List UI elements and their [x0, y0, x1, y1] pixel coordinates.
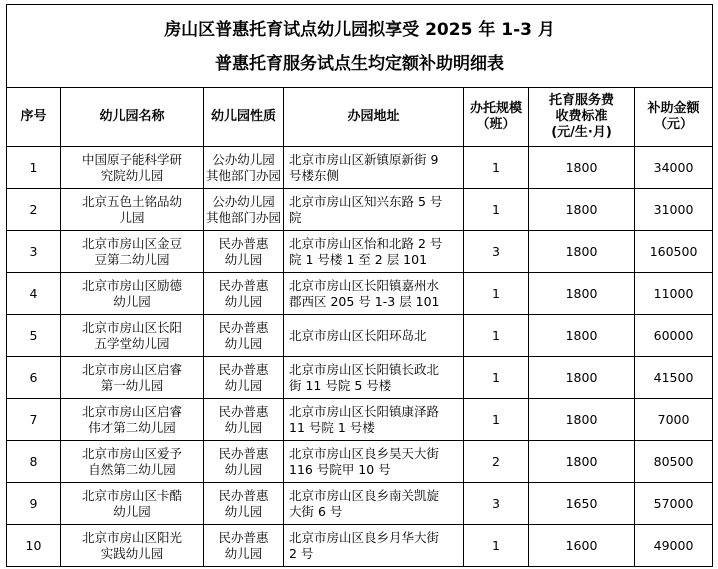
row-no-cell-line-1: 8 — [29, 453, 38, 469]
address-cell — [284, 525, 464, 567]
subsidy-amount-cell — [635, 525, 713, 567]
kindergarten-name-cell-line-2: 实践幼儿园 — [100, 545, 164, 561]
subsidy-amount-cell-line-1: 60000 — [653, 327, 694, 343]
header-nature: 幼儿园性质 — [204, 88, 284, 147]
class-scale-cell-line-1: 1 — [492, 411, 500, 427]
row-no-cell — [7, 483, 61, 525]
subsidy-amount-cell-line-1: 34000 — [653, 159, 694, 175]
subsidy-amount-cell-line-1: 49000 — [653, 537, 694, 553]
kindergarten-nature-cell-line-2: 幼儿园 — [224, 251, 263, 267]
kindergarten-name-cell — [61, 441, 204, 483]
row-no-cell — [7, 273, 61, 315]
row-no-cell-line-1: 2 — [29, 201, 38, 217]
kindergarten-name-cell — [61, 483, 204, 525]
kindergarten-name-cell — [61, 315, 204, 357]
subsidy-amount-cell — [635, 231, 713, 273]
row-no-cell — [7, 399, 61, 441]
class-scale-cell-line-1: 1 — [492, 159, 500, 175]
fee-standard-cell — [529, 315, 635, 357]
row-no-cell-line-1: 7 — [29, 411, 38, 427]
class-scale-cell-line-1: 1 — [492, 201, 500, 217]
kindergarten-nature-cell-line-2: 幼儿园 — [224, 377, 263, 393]
address-cell — [284, 399, 464, 441]
kindergarten-nature-cell-line-2: 幼儿园 — [224, 335, 263, 351]
header-no: 序号 — [7, 88, 61, 147]
kindergarten-name-cell-line-1: 北京市房山区启睿 — [81, 403, 182, 419]
kindergarten-name-cell-line-1: 北京五色土铭品幼 — [81, 193, 182, 209]
fee-standard-cell — [529, 189, 635, 231]
address-cell-line-2: 街 11 号院 5 号楼 — [289, 377, 392, 393]
subsidy-amount-cell — [635, 189, 713, 231]
kindergarten-nature-cell — [204, 147, 284, 189]
kindergarten-name-cell-line-1: 北京市房山区励德 — [81, 277, 182, 293]
subsidy-amount-cell-line-1: 41500 — [653, 369, 694, 385]
address-cell — [284, 273, 464, 315]
document-title — [7, 5, 713, 88]
header-subsidy-line-1: 补助金额 — [647, 101, 700, 116]
kindergarten-name-cell-line-2: 幼儿园 — [113, 293, 151, 309]
subsidy-amount-cell — [635, 147, 713, 189]
kindergarten-nature-cell — [204, 273, 284, 315]
kindergarten-nature-cell-line-2: 其他部门办园 — [206, 167, 282, 183]
header-scale-line-2: （班） — [476, 117, 516, 132]
kindergarten-name-cell — [61, 231, 204, 273]
header-fee-line-3: (元/生·月) — [551, 125, 612, 140]
fee-standard-cell-line-1: 1800 — [565, 201, 598, 217]
table-row — [7, 483, 713, 525]
address-cell — [284, 441, 464, 483]
address-cell — [284, 483, 464, 525]
kindergarten-nature-cell — [204, 441, 284, 483]
kindergarten-name-cell-line-1: 北京市房山区启睿 — [81, 361, 182, 377]
class-scale-cell-line-1: 3 — [492, 495, 500, 511]
subsidy-amount-cell — [635, 399, 713, 441]
row-no-cell — [7, 357, 61, 399]
kindergarten-nature-cell-line-2: 幼儿园 — [224, 419, 263, 435]
class-scale-cell-line-1: 1 — [492, 327, 500, 343]
class-scale-cell — [464, 357, 529, 399]
fee-standard-cell — [529, 231, 635, 273]
header-name: 幼儿园名称 — [61, 88, 204, 147]
address-cell-line-2: 大街 6 号 — [289, 503, 343, 519]
kindergarten-nature-cell-line-2: 幼儿园 — [224, 503, 263, 519]
table-row — [7, 357, 713, 399]
fee-standard-cell-line-1: 1800 — [565, 369, 598, 385]
kindergarten-name-cell — [61, 147, 204, 189]
fee-standard-cell-line-1: 1800 — [565, 243, 598, 259]
kindergarten-name-cell — [61, 273, 204, 315]
kindergarten-name-cell — [61, 399, 204, 441]
kindergarten-name-cell-line-2: 幼儿园 — [113, 503, 151, 519]
address-cell — [284, 189, 464, 231]
subsidy-amount-cell-line-1: 11000 — [653, 285, 694, 301]
table-row — [7, 147, 713, 189]
table-row — [7, 315, 713, 357]
kindergarten-nature-cell — [204, 315, 284, 357]
kindergarten-nature-cell-line-1: 民办普惠 — [218, 487, 269, 503]
row-no-cell-line-1: 9 — [29, 495, 38, 511]
class-scale-cell — [464, 399, 529, 441]
address-cell — [284, 357, 464, 399]
kindergarten-nature-cell-line-2: 幼儿园 — [224, 461, 263, 477]
address-cell-line-1: 北京市房山区长阳镇嘉州水 — [289, 277, 440, 293]
address-cell-line-2: 院 — [289, 209, 302, 225]
fee-standard-cell — [529, 525, 635, 567]
address-cell-line-1: 北京市房山区良乡南关凯旋 — [289, 487, 440, 503]
kindergarten-name-cell-line-1: 北京市房山区卡酷 — [81, 487, 182, 503]
row-no-cell — [7, 189, 61, 231]
subsidy-amount-cell — [635, 441, 713, 483]
table-row — [7, 399, 713, 441]
kindergarten-nature-cell-line-1: 公办幼儿园 — [212, 151, 275, 167]
title-line-1: 房山区普惠托育试点幼儿园拟享受 2025 年 1-3 月 — [164, 20, 555, 40]
kindergarten-name-cell — [61, 189, 204, 231]
table-row — [7, 189, 713, 231]
title-line-2: 普惠托育服务试点生均定额补助明细表 — [215, 54, 505, 74]
address-cell-line-2: 郡西区 205 号 1-3 层 101 — [289, 293, 440, 309]
kindergarten-name-cell — [61, 357, 204, 399]
class-scale-cell — [464, 315, 529, 357]
kindergarten-name-cell-line-2: 第一幼儿园 — [100, 377, 164, 393]
kindergarten-nature-cell-line-1: 民办普惠 — [218, 277, 269, 293]
address-cell — [284, 147, 464, 189]
subsidy-document — [6, 4, 712, 567]
kindergarten-nature-cell-line-1: 民办普惠 — [218, 235, 269, 251]
address-cell-line-2: 院 1 号楼 1 至 2 层 101 — [289, 251, 428, 267]
table-row — [7, 273, 713, 315]
header-fee — [529, 88, 635, 147]
kindergarten-nature-cell — [204, 231, 284, 273]
class-scale-cell — [464, 273, 529, 315]
address-cell-line-1: 北京市房山区良乡昊天大街 — [289, 445, 440, 461]
title-row — [7, 5, 713, 88]
kindergarten-name-cell-line-1: 北京市房山区爱予 — [81, 445, 182, 461]
subsidy-amount-cell — [635, 483, 713, 525]
kindergarten-nature-cell-line-1: 民办普惠 — [218, 319, 269, 335]
row-no-cell-line-1: 5 — [29, 327, 38, 343]
row-no-cell — [7, 315, 61, 357]
header-scale-line-1: 办托规模 — [469, 101, 522, 116]
kindergarten-nature-cell-line-2: 幼儿园 — [224, 293, 263, 309]
address-cell-line-1: 北京市房山区长阳镇康泽路 — [289, 403, 440, 419]
fee-standard-cell — [529, 399, 635, 441]
header-subsidy — [635, 88, 713, 147]
header-address: 办园地址 — [284, 88, 464, 147]
subsidy-amount-cell-line-1: 80500 — [653, 453, 694, 469]
header-fee-line-1: 托育服务费 — [548, 93, 614, 108]
kindergarten-nature-cell — [204, 189, 284, 231]
fee-standard-cell — [529, 273, 635, 315]
row-no-cell-line-1: 3 — [29, 243, 38, 259]
address-cell-line-1: 北京市房山区知兴东路 5 号 — [289, 193, 443, 209]
row-no-cell-line-1: 6 — [29, 369, 38, 385]
kindergarten-nature-cell-line-1: 民办普惠 — [218, 403, 269, 419]
kindergarten-nature-cell-line-2: 幼儿园 — [224, 545, 263, 561]
kindergarten-nature-cell-line-1: 民办普惠 — [218, 445, 269, 461]
subsidy-amount-cell-line-1: 7000 — [657, 411, 690, 427]
row-no-cell-line-1: 1 — [29, 159, 38, 175]
class-scale-cell-line-1: 2 — [492, 453, 500, 469]
table-body — [7, 147, 713, 567]
subsidy-amount-cell — [635, 315, 713, 357]
address-cell-line-2: 116 号院甲 10 号 — [289, 461, 391, 477]
kindergarten-name-cell-line-2: 豆第二幼儿园 — [94, 251, 170, 267]
fee-standard-cell — [529, 357, 635, 399]
header-subsidy-line-2: （元） — [654, 117, 694, 132]
subsidy-amount-cell-line-1: 160500 — [649, 243, 698, 259]
kindergarten-name-cell-line-1: 中国原子能科学研 — [81, 151, 182, 167]
kindergarten-nature-cell-line-2: 其他部门办园 — [206, 209, 282, 225]
kindergarten-name-cell-line-1: 北京市房山区金豆 — [81, 235, 182, 251]
fee-standard-cell-line-1: 1600 — [565, 537, 598, 553]
kindergarten-nature-cell — [204, 357, 284, 399]
table-row — [7, 231, 713, 273]
kindergarten-name-cell — [61, 525, 204, 567]
class-scale-cell — [464, 231, 529, 273]
class-scale-cell-line-1: 1 — [492, 285, 500, 301]
kindergarten-name-cell-line-2: 究院幼儿园 — [100, 167, 164, 183]
class-scale-cell — [464, 483, 529, 525]
kindergarten-nature-cell — [204, 483, 284, 525]
address-cell — [284, 315, 464, 357]
row-no-cell — [7, 231, 61, 273]
subsidy-amount-cell-line-1: 31000 — [653, 201, 694, 217]
address-cell-line-1: 北京市房山区良乡月华大街 — [289, 529, 440, 545]
subsidy-table — [6, 4, 713, 567]
class-scale-cell-line-1: 3 — [492, 243, 500, 259]
row-no-cell-line-1: 4 — [29, 285, 38, 301]
table-row — [7, 441, 713, 483]
kindergarten-nature-cell-line-1: 公办幼儿园 — [212, 193, 275, 209]
kindergarten-nature-cell-line-1: 民办普惠 — [218, 529, 269, 545]
kindergarten-nature-cell — [204, 525, 284, 567]
class-scale-cell — [464, 441, 529, 483]
address-cell-line-1: 北京市房山区长阳镇长政北 — [289, 361, 440, 377]
subsidy-amount-cell — [635, 357, 713, 399]
kindergarten-name-cell-line-1: 北京市房山区长阳 — [81, 319, 182, 335]
fee-standard-cell-line-1: 1800 — [565, 327, 598, 343]
header-fee-line-2: 收费标准 — [555, 109, 608, 124]
kindergarten-nature-cell — [204, 399, 284, 441]
fee-standard-cell-line-1: 1800 — [565, 411, 598, 427]
address-cell — [284, 231, 464, 273]
kindergarten-name-cell-line-1: 北京市房山区阳光 — [81, 529, 182, 545]
address-cell-line-1: 北京市房山区新镇原新街 9 — [289, 151, 439, 167]
fee-standard-cell-line-1: 1800 — [565, 285, 598, 301]
fee-standard-cell-line-1: 1800 — [565, 159, 598, 175]
kindergarten-nature-cell-line-1: 民办普惠 — [218, 361, 269, 377]
address-cell-line-1: 北京市房山区怡和北路 2 号 — [289, 235, 443, 251]
kindergarten-name-cell-line-2: 伟才第二幼儿园 — [88, 419, 176, 435]
fee-standard-cell — [529, 441, 635, 483]
class-scale-cell — [464, 147, 529, 189]
class-scale-cell-line-1: 1 — [492, 369, 500, 385]
subsidy-amount-cell — [635, 273, 713, 315]
class-scale-cell-line-1: 1 — [492, 537, 500, 553]
fee-standard-cell-line-1: 1800 — [565, 453, 598, 469]
fee-standard-cell — [529, 147, 635, 189]
address-cell-line-2: 11 号院 1 号楼 — [289, 419, 375, 435]
address-cell-line-2: 号楼东侧 — [289, 167, 340, 183]
row-no-cell — [7, 147, 61, 189]
address-cell-line-1: 北京市房山区长阳环岛北 — [289, 327, 427, 343]
row-no-cell-line-1: 10 — [25, 537, 42, 553]
table-row — [7, 525, 713, 567]
header-row — [7, 88, 713, 147]
kindergarten-name-cell-line-2: 五学堂幼儿园 — [94, 335, 170, 351]
fee-standard-cell — [529, 483, 635, 525]
kindergarten-name-cell-line-2: 儿园 — [119, 209, 145, 225]
kindergarten-name-cell-line-2: 自然第二幼儿园 — [88, 461, 176, 477]
class-scale-cell — [464, 189, 529, 231]
fee-standard-cell-line-1: 1650 — [565, 495, 598, 511]
row-no-cell — [7, 525, 61, 567]
header-scale — [464, 88, 529, 147]
subsidy-amount-cell-line-1: 57000 — [653, 495, 694, 511]
class-scale-cell — [464, 525, 529, 567]
row-no-cell — [7, 441, 61, 483]
address-cell-line-2: 2 号 — [289, 545, 314, 561]
